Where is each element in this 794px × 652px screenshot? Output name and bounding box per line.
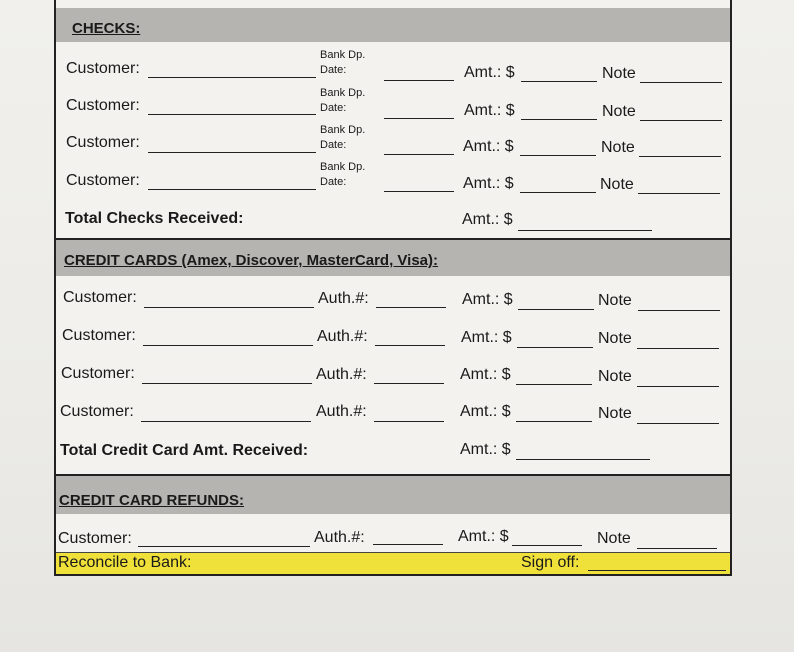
credit-cards-heading: CREDIT CARDS (Amex, Discover, MasterCard, Visa):	[64, 252, 439, 269]
cards-total-label: Total Credit Card Amt. Received:	[60, 442, 309, 459]
amt-field[interactable]	[520, 155, 596, 156]
auth-label: Auth.#:	[316, 403, 367, 420]
note-field[interactable]	[638, 193, 720, 194]
customer-label: Customer:	[66, 172, 140, 189]
customer-label: Customer:	[62, 327, 136, 344]
amt-label: Amt.: $	[463, 138, 514, 155]
date-label: Date:	[320, 176, 347, 188]
amt-label: Amt.: $	[460, 366, 511, 383]
note-field[interactable]	[640, 82, 722, 83]
note-label: Note	[602, 103, 636, 120]
check-row-2	[56, 84, 730, 120]
customer-field[interactable]	[148, 189, 316, 190]
checks-total-amt-label: Amt.: $	[462, 211, 513, 228]
auth-field[interactable]	[373, 544, 443, 545]
card-row-3	[56, 356, 730, 392]
cards-total-amt-label: Amt.: $	[460, 441, 511, 458]
customer-field[interactable]	[138, 546, 310, 547]
customer-field[interactable]	[148, 114, 316, 115]
note-label: Note	[602, 65, 636, 82]
date-field[interactable]	[384, 191, 454, 192]
customer-field[interactable]	[142, 383, 312, 384]
amt-label: Amt.: $	[464, 64, 515, 81]
note-field[interactable]	[638, 310, 720, 311]
amt-field[interactable]	[518, 309, 594, 310]
note-label: Note	[598, 292, 632, 309]
date-field[interactable]	[384, 154, 454, 155]
amt-field[interactable]	[520, 192, 596, 193]
cards-total-amt-field[interactable]	[516, 459, 650, 460]
auth-label: Auth.#:	[317, 328, 368, 345]
check-row-4	[56, 158, 730, 194]
checks-header	[56, 8, 730, 42]
date-label: Date:	[320, 139, 347, 151]
auth-field[interactable]	[376, 307, 446, 308]
bank-dp-label: Bank Dp.	[320, 49, 366, 61]
amt-field[interactable]	[516, 384, 592, 385]
refunds-heading: CREDIT CARD REFUNDS:	[59, 492, 244, 509]
auth-field[interactable]	[374, 383, 444, 384]
note-label: Note	[601, 139, 635, 156]
customer-label: Customer:	[66, 97, 140, 114]
note-label: Note	[598, 368, 632, 385]
checks-total-row	[56, 198, 730, 234]
customer-field[interactable]	[141, 421, 311, 422]
date-label: Date:	[320, 64, 347, 76]
amt-label: Amt.: $	[464, 102, 515, 119]
refund-row	[56, 518, 730, 554]
date-label: Date:	[320, 102, 347, 114]
customer-label: Customer:	[66, 60, 140, 77]
note-field[interactable]	[637, 348, 719, 349]
deposit-form	[54, 0, 732, 576]
note-label: Note	[600, 176, 634, 193]
checks-total-label: Total Checks Received:	[65, 210, 244, 227]
auth-label: Auth.#:	[318, 290, 369, 307]
check-row-3	[56, 121, 730, 157]
amt-label: Amt.: $	[461, 329, 512, 346]
auth-label: Auth.#:	[314, 529, 365, 546]
credit-cards-header	[56, 238, 730, 276]
cards-total-row	[56, 432, 730, 468]
customer-field[interactable]	[143, 345, 313, 346]
note-field[interactable]	[637, 423, 719, 424]
customer-label: Customer:	[63, 289, 137, 306]
amt-field[interactable]	[512, 545, 582, 546]
customer-label: Customer:	[58, 530, 132, 547]
check-row-1	[56, 46, 730, 82]
bank-dp-label: Bank Dp.	[320, 161, 366, 173]
date-field[interactable]	[384, 80, 454, 81]
card-row-2	[56, 318, 730, 354]
customer-field[interactable]	[144, 307, 314, 308]
customer-label: Customer:	[60, 403, 134, 420]
auth-field[interactable]	[374, 421, 444, 422]
auth-label: Auth.#:	[316, 366, 367, 383]
amt-label: Amt.: $	[460, 403, 511, 420]
bank-dp-label: Bank Dp.	[320, 87, 366, 99]
note-field[interactable]	[639, 156, 721, 157]
sign-off-field[interactable]	[588, 570, 726, 571]
bank-dp-label: Bank Dp.	[320, 124, 366, 136]
note-field[interactable]	[637, 548, 717, 549]
customer-label: Customer:	[61, 365, 135, 382]
amt-label: Amt.: $	[458, 528, 509, 545]
amt-label: Amt.: $	[462, 291, 513, 308]
checks-heading: CHECKS:	[72, 20, 141, 37]
amt-field[interactable]	[521, 81, 597, 82]
note-label: Note	[597, 530, 631, 547]
note-label: Note	[598, 330, 632, 347]
checks-total-amt-field[interactable]	[518, 230, 652, 231]
customer-label: Customer:	[66, 134, 140, 151]
refunds-header	[56, 474, 730, 514]
customer-field[interactable]	[148, 77, 316, 78]
note-label: Note	[598, 405, 632, 422]
sign-off-label: Sign off:	[521, 554, 580, 571]
card-row-4	[56, 394, 730, 430]
amt-field[interactable]	[516, 421, 592, 422]
date-field[interactable]	[384, 118, 454, 119]
auth-field[interactable]	[375, 345, 445, 346]
amt-label: Amt.: $	[463, 175, 514, 192]
reconcile-label: Reconcile to Bank:	[58, 554, 192, 571]
reconcile-bar	[56, 552, 730, 574]
note-field[interactable]	[637, 386, 719, 387]
amt-field[interactable]	[517, 347, 593, 348]
customer-field[interactable]	[148, 152, 316, 153]
card-row-1	[56, 280, 730, 316]
amt-field[interactable]	[521, 119, 597, 120]
